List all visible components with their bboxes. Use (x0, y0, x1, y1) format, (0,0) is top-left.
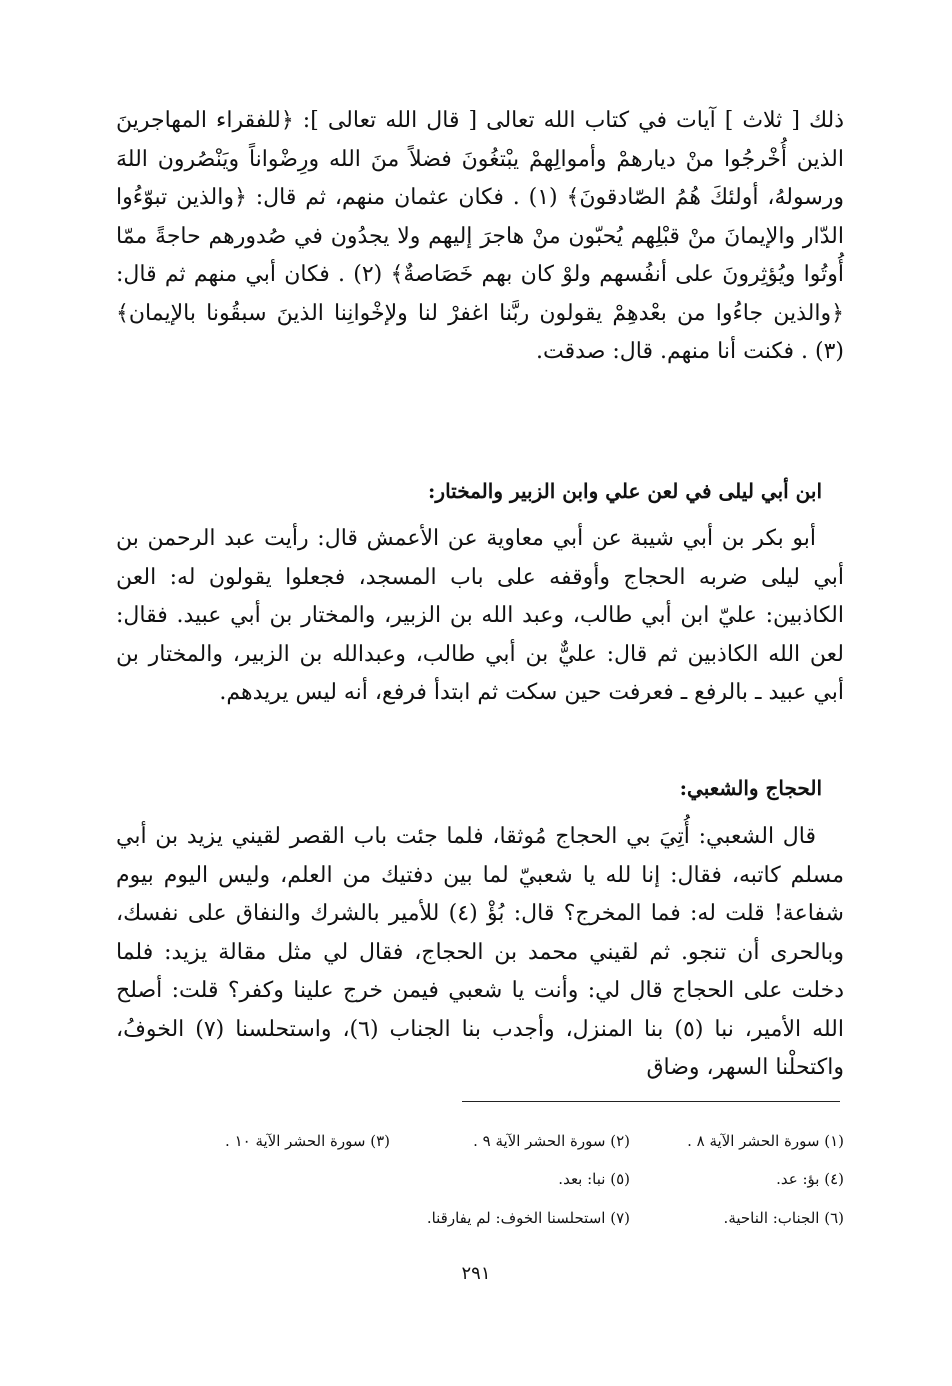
section-hajjaj-shabi (116, 818, 844, 1088)
footnote-row-3 (104, 1207, 844, 1229)
footnote-6: (٦) الجناب: الناحية. (723, 1209, 844, 1227)
footnote-row-2 (104, 1168, 844, 1190)
section-verses (116, 102, 844, 372)
section-ibn-abi-layla (116, 520, 844, 713)
ibn-abi-layla-paragraph: أبو بكر بن أبي شيبة عن أبي معاوية عن الأعمش قال: رأيت عبد الرحمن بن أبي ليلى ضربه الحجاج وأوقفه على باب المسجد، فجعلوا يقولون له: العن الكاذبين: عليّ ابن أبي طالب، وعبد الله بن الزبير، والمختار بن أبي عبيد. فقال: لعن الله الكاذبين ثم قال: عليٌّ بن أبي طالب، وعبدالله بن الزبير، والمختار بن أبي عبيد ـ بالرفع ـ فعرفت حين سكت ثم ابتدأ فرفع، أنه ليس يريدهم. (116, 526, 844, 705)
page-number: ٢٩١ (461, 1263, 491, 1284)
footnote-4: (٤) بؤ: عد. (776, 1170, 844, 1188)
footnote-row-1 (104, 1130, 844, 1152)
footnote-2: (٢) سورة الحشر الآية ٩ . (473, 1132, 630, 1150)
footnote-7: (٧) استحلسنا الخوف: لم يفارقنا. (426, 1209, 630, 1227)
footnote-5: (٥) نبا: بعد. (558, 1170, 630, 1188)
footnote-divider (462, 1101, 840, 1102)
heading-hajjaj-shabi: الحجاج والشعبي: (679, 776, 822, 800)
footnote-1: (١) سورة الحشر الآية ٨ . (687, 1132, 844, 1150)
hajjaj-shabi-paragraph: قال الشعبي: أُتِيَ بي الحجاج مُوثقا، فلما جئت باب القصر لقيني يزيد بن أبي مسلم كاتبه، فقال: إنا لله يا شعبيّ لما بين دفتيك من العلم، وليس اليوم بيوم شفاعة! قلت له: فما المخرج؟ قال: بُؤْ (٤) للأمير بالشرك والنفاق على نفسك، وبالحرى أن تنجو. ثم لقيني محمد بن الحجاج، فقال لي مثل مقالة يزيد: فلما دخلت على الحجاج قال لي: وأنت يا شعبي فيمن خرج علينا وكفر؟ قلت: أصلح الله الأمير، نبا (٥) بنا المنزل، وأجدب بنا الجناب (٦)، واستحلسنا (٧) الخوفُ، واكتحلْنا السهر، وضاق (116, 824, 844, 1080)
footnote-3: (٣) سورة الحشر الآية ١٠ . (225, 1132, 390, 1150)
verses-paragraph: ذلك [ ثلاث ] آيات في كتاب الله تعالى [ قال الله تعالى ]: ﴿للفقراء المهاجرينَ الذين أُخْرجُوا منْ ديارهمْ وأموالِهمْ يبْتغُونَ فضلاً منَ الله ورِضْواناً ويَنْصُرون اللهَ ورسولهُ، أولئكَ هُمُ الصّادقونَ﴾ (١) . فكان عثمان منهم، ثم قال: ﴿والذين تبوّءُوا الدّار والإيمانَ منْ قبْلِهم يُحبّون منْ هاجرَ إليهم ولا يجدُون في صُدورهم حاجةً ممّا أُوتُوا ويُؤثِرونَ على أنفُسهم ولوْ كان بهم خَصَاصةٌ﴾ (٢) . فكان أبي منهم ثم قال: ﴿والذين جاءُوا من بعْدهِمْ يقولون ربَّنا اغفرْ لنا ولإخْوانِنا الذينَ سبقُونا بالإيمان﴾ (٣) . فكنت أنا منهم. قال: صدقت. (116, 108, 845, 364)
heading-ibn-abi-layla: ابن أبي ليلى في لعن علي وابن الزبير والمختار: (428, 479, 822, 503)
